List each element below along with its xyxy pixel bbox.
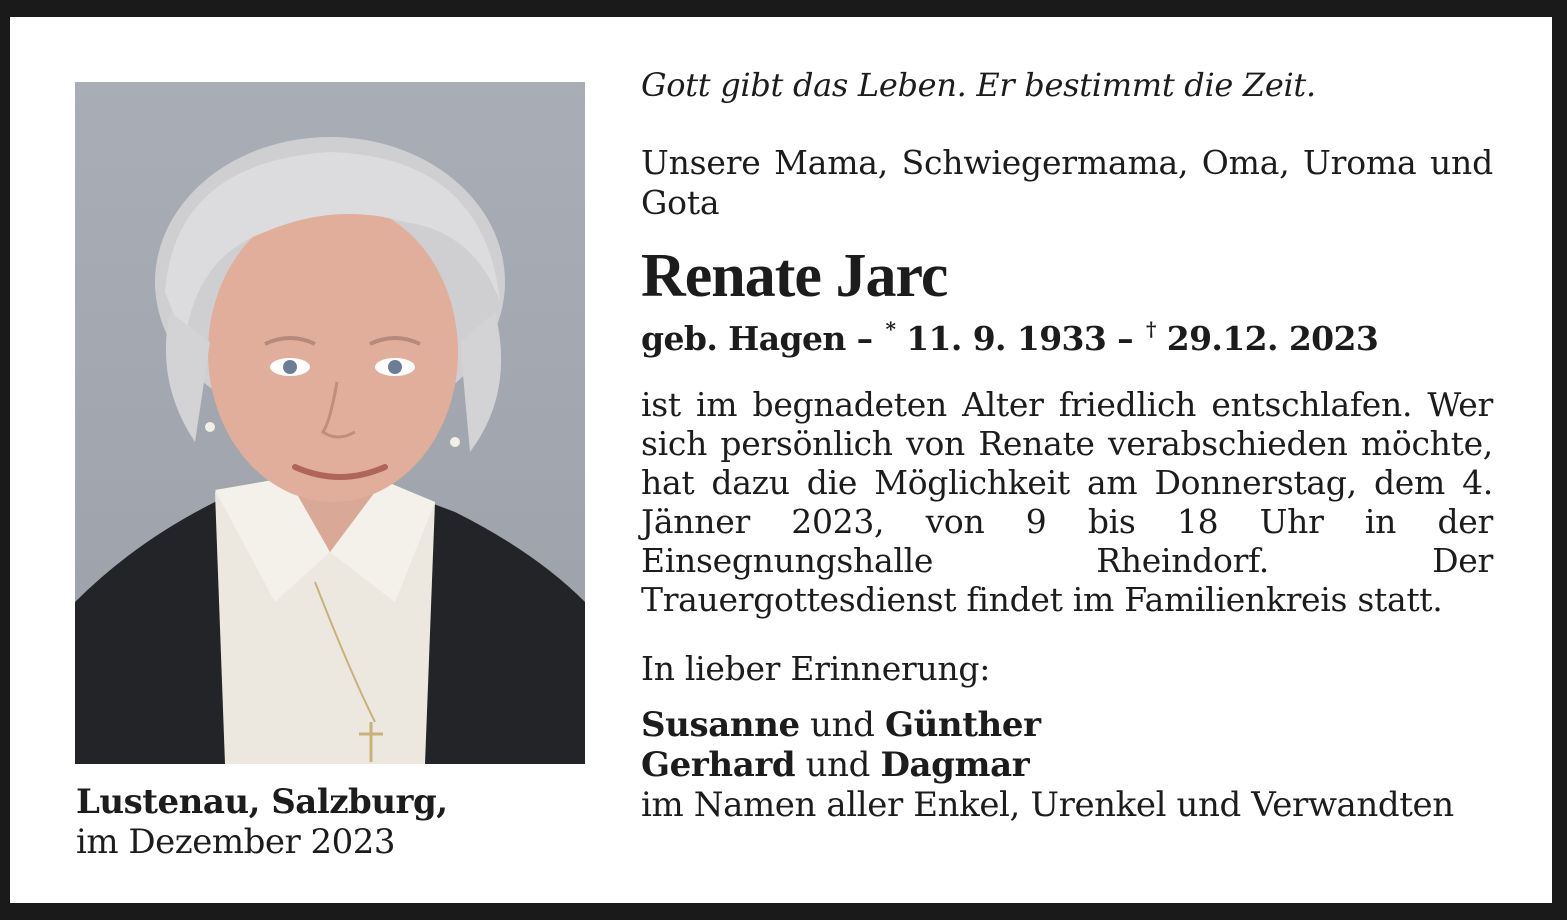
mourner-joiner: und: [810, 705, 875, 745]
mourner-first: Gerhard: [641, 745, 796, 785]
date-line: im Dezember 2023: [76, 822, 396, 862]
location: Lustenau, Salzburg,: [76, 782, 448, 822]
mourner-second: Günther: [884, 705, 1041, 745]
place-and-date: [76, 782, 448, 862]
memory-heading: In lieber Erinnerung:: [641, 649, 991, 688]
intro: Unsere Mama, Schwiegermama, Oma, Uroma und Gota: [641, 143, 1493, 222]
death-symbol: †: [1145, 317, 1156, 341]
mourner-line: [641, 705, 1493, 745]
death-date: 29.12. 2023: [1166, 319, 1379, 358]
portrait-illustration: [75, 82, 585, 764]
birth-symbol: *: [885, 317, 896, 341]
obituary-text: [641, 65, 1493, 825]
mourner-line: [641, 745, 1493, 785]
obituary-card: [10, 17, 1552, 903]
portrait-photo: [75, 82, 585, 764]
motto: Gott gibt das Leben. Er bestimmt die Zeit.: [641, 66, 1316, 104]
body-text: ist im begnadeten Alter friedlich entschlafen. Wer sich persönlich von Renate verabschieden möchte, hat dazu die Möglichkeit am Donnerstag, dem 4. Jänner 2023, von 9 bis 18 Uhr in der Einsegnungshalle Rheindorf. Der Trauergottesdienst findet im Familienkreis statt.: [641, 385, 1493, 619]
mourners: [641, 705, 1493, 825]
deceased-name: Renate Jarc: [641, 242, 948, 310]
birth-date: 11. 9. 1933 –: [906, 319, 1134, 358]
mourner-joiner: und: [805, 745, 871, 785]
life-dates: [641, 309, 1493, 359]
closing-line: im Namen aller Enkel, Urenkel und Verwandten: [641, 785, 1454, 825]
birth-name: geb. Hagen –: [641, 319, 873, 358]
mourner-second: Dagmar: [880, 745, 1030, 785]
mourner-first: Susanne: [641, 705, 800, 745]
